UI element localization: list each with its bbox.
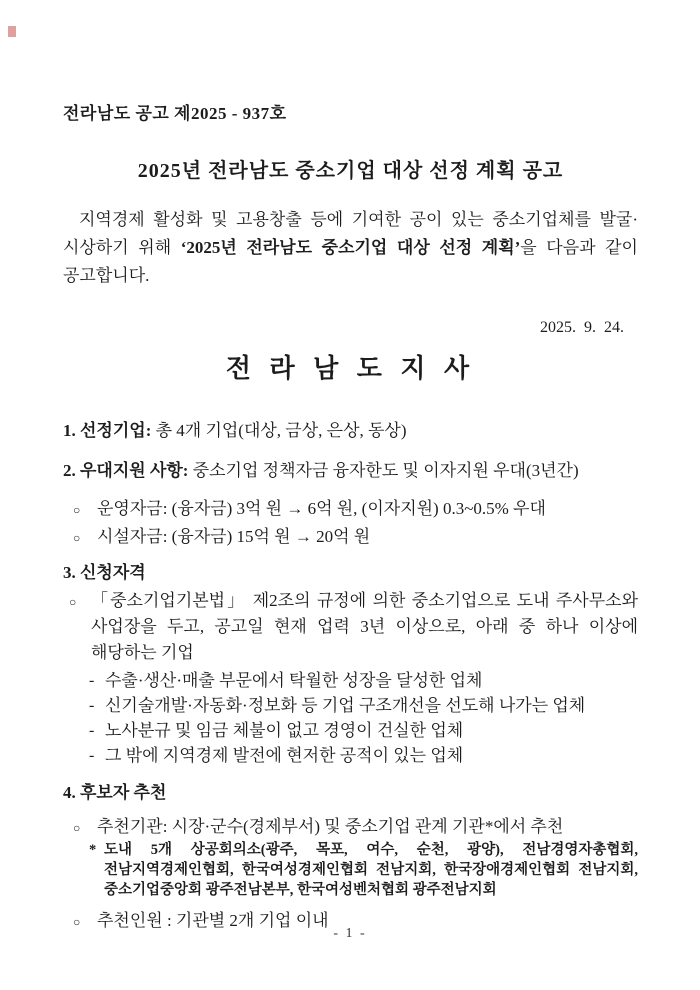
- announcement-date: 2025. 9. 24.: [540, 319, 624, 336]
- intro-paragraph: [63, 206, 638, 290]
- page-title: 2025년 전라남도 중소기업 대상 선정 계획 공고: [137, 160, 564, 182]
- item-2-sub-facility-fund: [63, 524, 638, 550]
- dash-bullet-icon: -: [89, 672, 95, 689]
- item-2-sub-operating-text: 운영자금: (융자금) 3억 원 → 6억 원, (이자지원) 0.3~0.5% 우대: [97, 499, 546, 518]
- intro-text-after: 을 다음과 같이 공고합니다.: [63, 238, 638, 285]
- item-4-sub-agency: [63, 814, 638, 840]
- item-4-footnote: [63, 840, 638, 900]
- circle-bullet-icon: ○: [73, 503, 81, 517]
- dash-bullet-icon: -: [89, 722, 95, 739]
- item-3-criteria: [63, 588, 638, 666]
- circle-bullet-icon: ○: [69, 595, 77, 609]
- corner-mark: [8, 26, 16, 37]
- item-2-text: 중소기업 정책자금 융자한도 및 이자지원 우대(3년간): [192, 461, 579, 480]
- document-content: [63, 0, 638, 934]
- dash-bullet-icon: -: [89, 697, 95, 714]
- item-4-sub-count-text: 추천인원 : 기관별 2개 기업 이내: [97, 911, 329, 930]
- item-3-dash-4-text: 그 밖에 지역경제 발전에 현저한 공적이 있는 업체: [105, 746, 464, 765]
- item-3-dash-1: [63, 668, 638, 693]
- governor-signature: 전 라 남 도 지 사: [225, 354, 476, 383]
- item-3-eligibility: [63, 560, 638, 586]
- item-3-label: 3. 신청자격: [63, 563, 146, 582]
- dash-bullet-icon: -: [89, 747, 95, 764]
- item-3-dash-1-text: 수출·생산·매출 부문에서 탁월한 성장을 달성한 업체: [105, 671, 483, 690]
- item-2-support: [63, 458, 638, 484]
- item-4-label: 4. 후보자 추천: [63, 783, 167, 802]
- item-3-dash-2-text: 신기술개발·자동화·정보화 등 기업 구조개선을 선도해 나가는 업체: [105, 696, 586, 715]
- notice-number: 전라남도 공고 제2025 - 937호: [63, 104, 287, 123]
- item-3-dash-3: [63, 718, 638, 743]
- circle-bullet-icon: ○: [73, 531, 81, 545]
- item-2-sub-facility-text: 시설자금: (융자금) 15억 원 → 20억 원: [97, 527, 371, 546]
- item-2-sub-operating-fund: [63, 496, 638, 522]
- intro-text-emphasis: ‘2025년 전라남도 중소기업 대상 선정 계획’: [180, 238, 521, 257]
- item-4-footnote-text: 도내 5개 상공회의소(광주, 목포, 여수, 순천, 광양), 전남경영자총협회, 전남지역경제인협회, 한국여성경제인협회 전남지회, 한국장애경제인협회 전남지회, 중소기업중앙회 광주전남본부, 한국여성벤처협회 광주전남지회: [104, 842, 638, 898]
- circle-bullet-icon: ○: [73, 915, 81, 929]
- circle-bullet-icon: ○: [73, 821, 81, 835]
- item-1-label: 1. 선정기업:: [63, 421, 152, 440]
- item-1-text: 총 4개 기업(대상, 금상, 은상, 동상): [155, 421, 407, 440]
- page-number: - 1 -: [333, 926, 367, 941]
- item-4-recommendation: [63, 780, 638, 806]
- item-3-criteria-text: 「중소기업기본법」 제2조의 규정에 의한 중소기업으로 도내 주사무소와 사업장을 두고, 공고일 현재 업력 3년 이상으로, 아래 중 하나 이상에 해당하는 기업: [91, 591, 638, 662]
- intro-text-before: 지역경제 활성화 및 고용창출 등에 기여한 공이 있는 중소기업체를 발굴·시상하기 위해: [63, 210, 638, 257]
- item-1-selection: [63, 418, 638, 444]
- asterisk-icon: *: [89, 842, 97, 858]
- item-4-sub-agency-text: 추천기관: 시장·군수(경제부서) 및 중소기업 관계 기관*에서 추천: [97, 817, 564, 836]
- item-3-dash-4: [63, 743, 638, 768]
- item-3-dash-2: [63, 693, 638, 718]
- item-2-label: 2. 우대지원 사항:: [63, 461, 189, 480]
- item-3-dash-3-text: 노사분규 및 임금 체불이 없고 경영이 건실한 업체: [105, 721, 464, 740]
